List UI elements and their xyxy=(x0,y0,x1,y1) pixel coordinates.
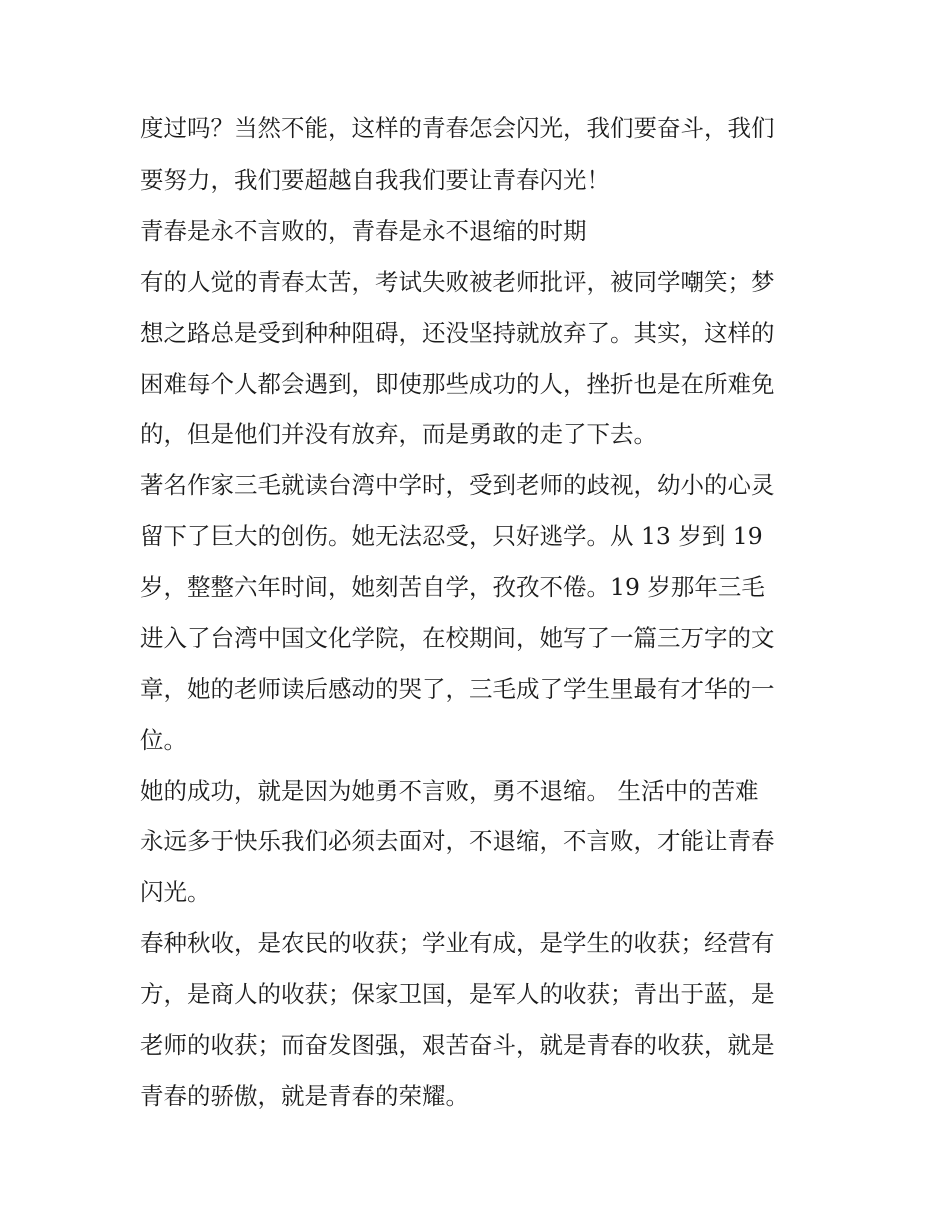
text-line: 春种秋收，是农民的收获；学业有成，是学生的收获；经营有 xyxy=(140,929,775,957)
text-line: 岁，整整六年时间，她刻苦自学，孜孜不倦。19 岁那年三毛 xyxy=(140,573,765,601)
text-line: 永远多于快乐我们必须去面对，不退缩，不言败，才能让青春 xyxy=(140,827,775,855)
text-line: 想之路总是受到种种阻碍，还没坚持就放弃了。其实，这样的 xyxy=(140,319,775,347)
text-line: 要努力，我们要超越自我我们要让青春闪光！ xyxy=(140,166,610,194)
text-line: 方，是商人的收获；保家卫国，是军人的收获；青出于蓝，是 xyxy=(140,980,775,1008)
text-line: 有的人觉的青春太苦，考试失败被老师批评，被同学嘲笑；梦 xyxy=(140,268,775,296)
text-line: 著名作家三毛就读台湾中学时，受到老师的歧视，幼小的心灵 xyxy=(140,471,775,499)
text-line: 她的成功，就是因为她勇不言败，勇不退缩。 生活中的苦难 xyxy=(140,777,759,805)
text-line: 老师的收获；而奋发图强，艰苦奋斗，就是青春的收获，就是 xyxy=(140,1031,775,1059)
text-line: 留下了巨大的创伤。她无法忍受，只好逃学。从 13 岁到 19 xyxy=(140,522,763,550)
text-line: 章，她的老师读后感动的哭了，三毛成了学生里最有才华的一 xyxy=(140,675,775,703)
text-line: 青春是永不言败的，青春是永不退缩的时期 xyxy=(140,217,587,245)
text-line: 位。 xyxy=(140,726,187,754)
text-line: 困难每个人都会遇到，即使那些成功的人，挫折也是在所难免 xyxy=(140,370,775,398)
text-line: 的，但是他们并没有放弃，而是勇敢的走了下去。 xyxy=(140,420,657,448)
text-line: 闪光。 xyxy=(140,878,211,906)
text-line: 度过吗？当然不能，这样的青春怎会闪光，我们要奋斗，我们 xyxy=(140,114,775,142)
text-line: 进入了台湾中国文化学院，在校期间，她写了一篇三万字的文 xyxy=(140,624,775,652)
text-line: 青春的骄傲，就是青春的荣耀。 xyxy=(140,1082,469,1110)
